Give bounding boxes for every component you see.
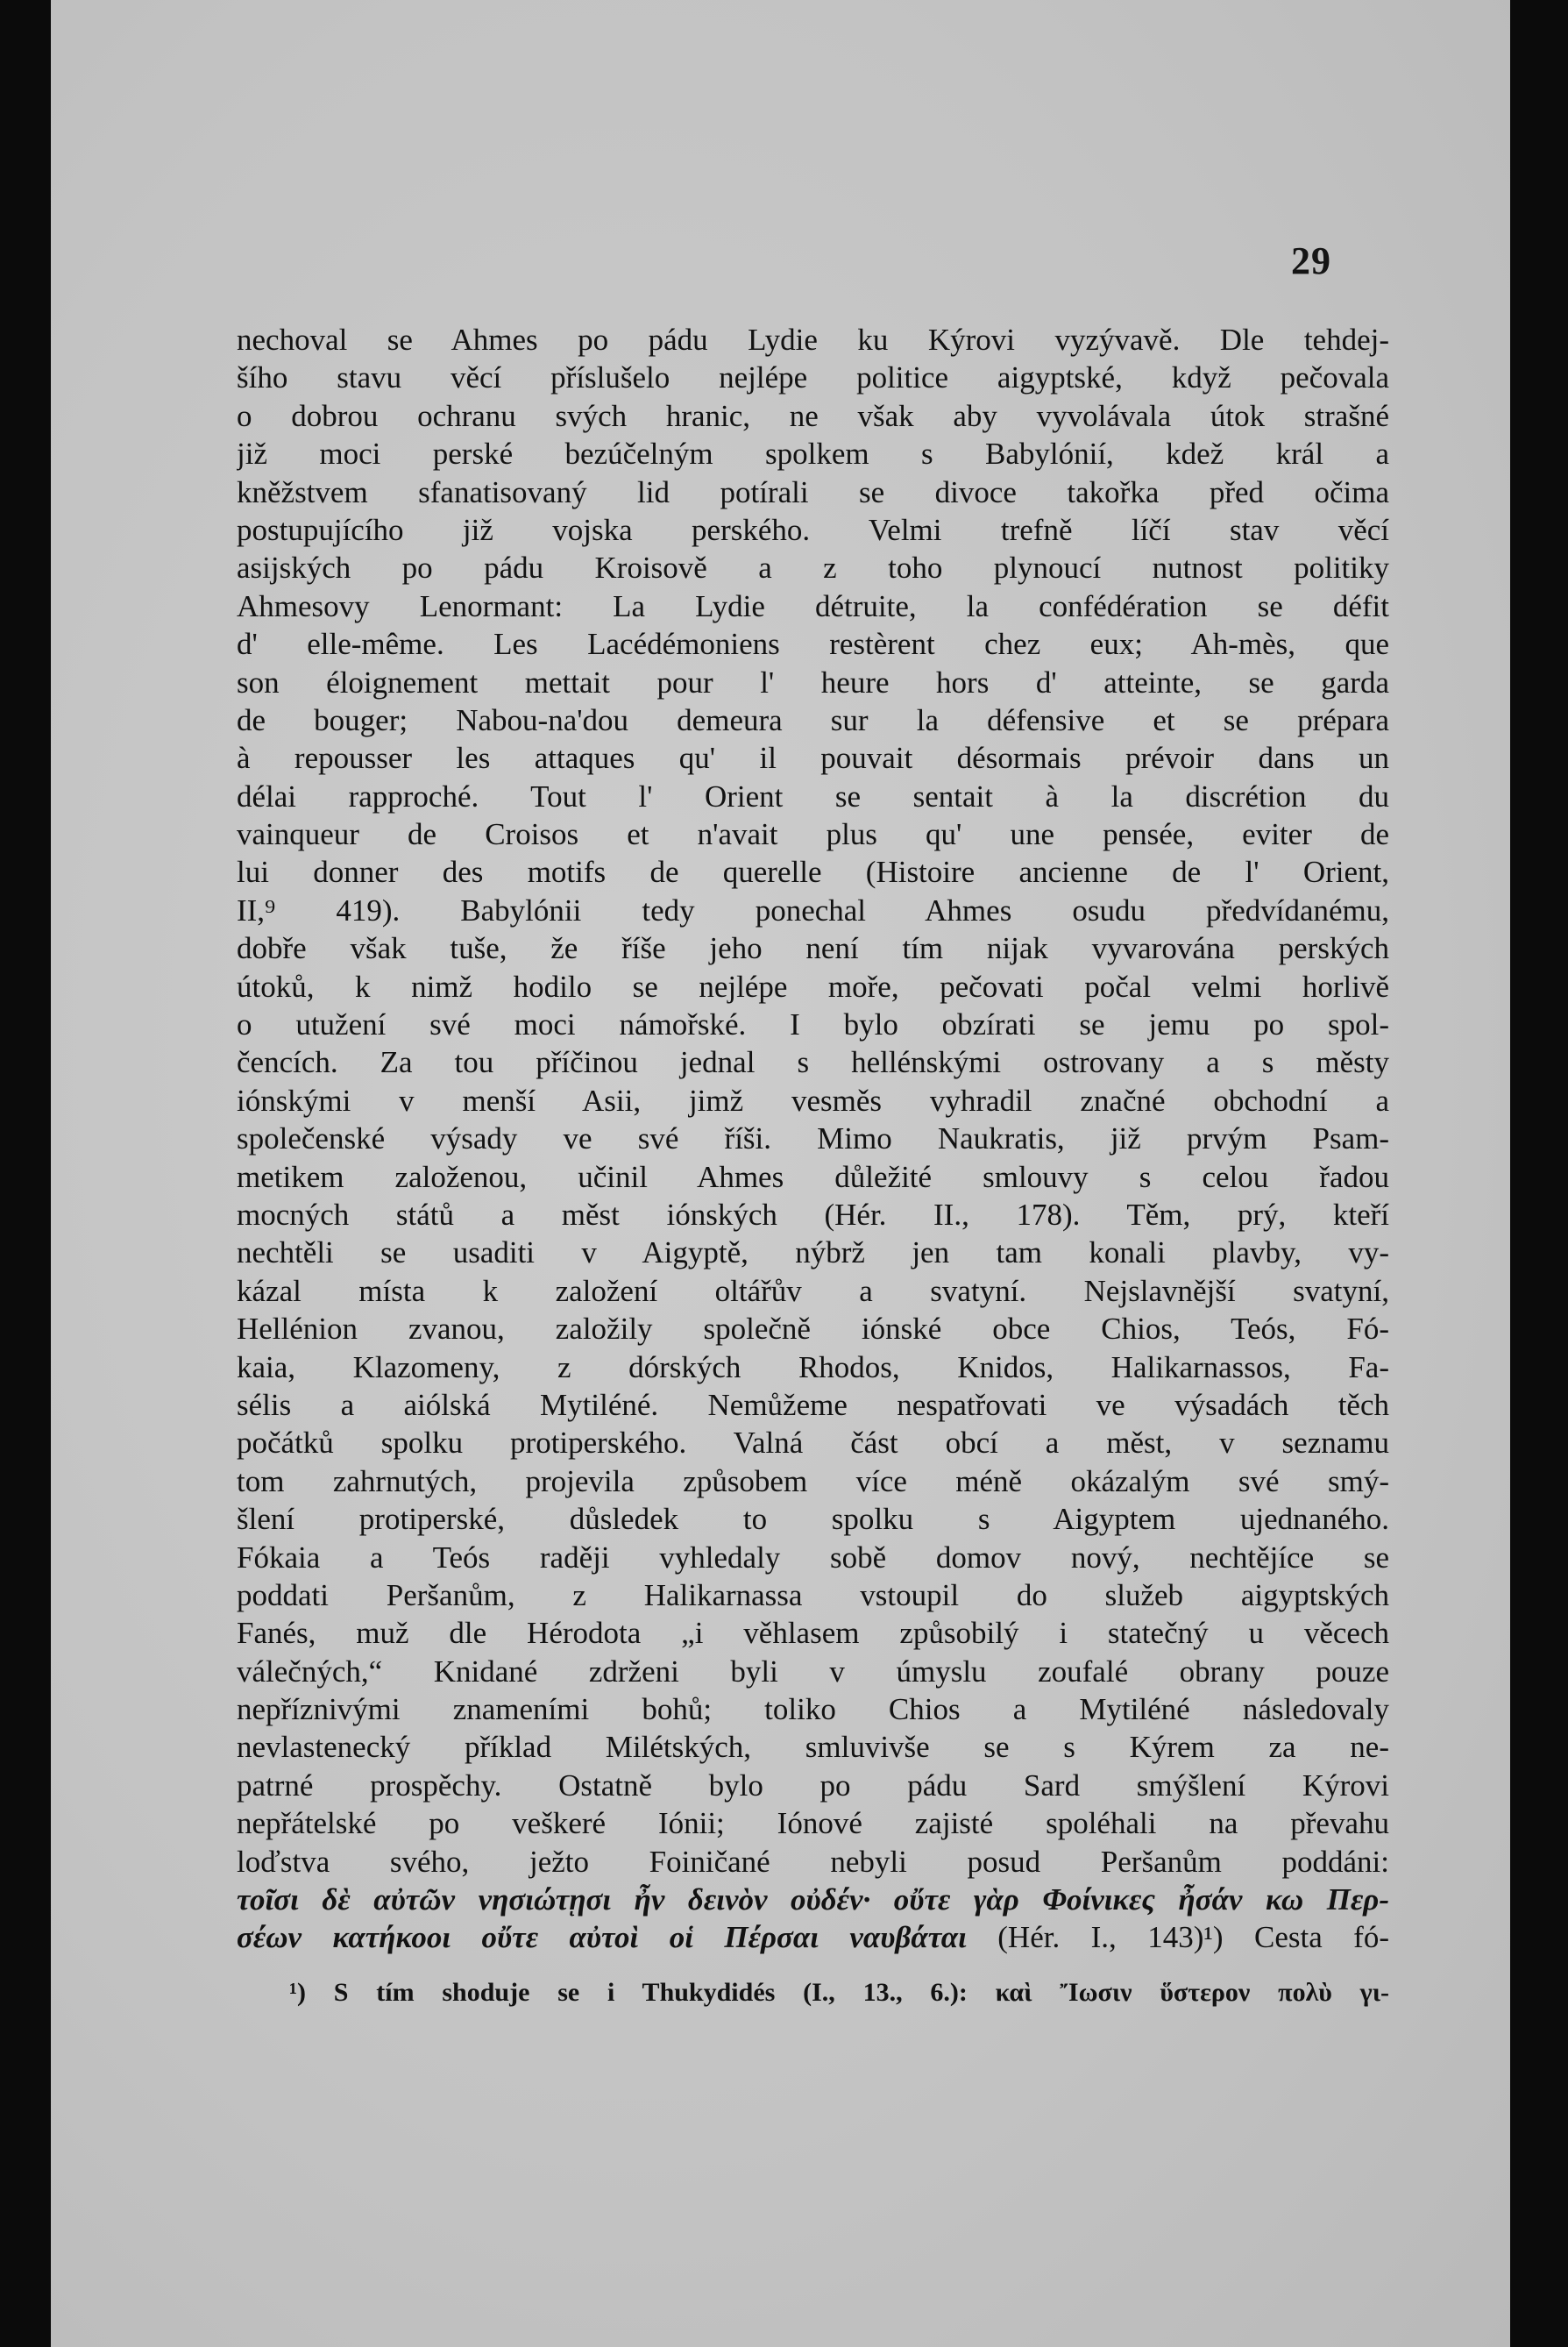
text-line: vainqueur de Croisos et n'avait plus qu' une pensée, eviter de: [237, 817, 1389, 852]
text-line: kázal místa k založení oltářův a svatyní. Nejslavnější svatyní,: [237, 1273, 1389, 1308]
text-line: čencích. Za tou příčinou jednal s hellénskými ostrovany a s městy: [237, 1045, 1389, 1080]
text-line: kaia, Klazomeny, z dórských Rhodos, Knidos, Halikarnassos, Fa-: [237, 1349, 1389, 1384]
body-text: [237, 321, 1389, 1957]
greek-quote-line: τοῖσι δὲ αὐτῶν νησιώτῃσι ἦν δεινὸν οὐδέν· οὔτε γὰρ Φοίνικες ἦσάν κω Περ-: [237, 1882, 1389, 1917]
text-line: nepříznivými znameními bohů; toliko Chios a Mytiléné následovaly: [237, 1692, 1389, 1727]
text-line: o dobrou ochranu svých hranic, ne však aby vyvolávala útok strašné: [237, 398, 1389, 433]
text-line: nechoval se Ahmes po pádu Lydie ku Kýrovi vyzývavě. Dle tehdej-: [237, 323, 1389, 357]
footnote-line: [237, 1975, 1389, 2010]
text-line: délai rapproché. Tout l' Orient se sentait à la discrétion du: [237, 779, 1389, 814]
text-line: poddati Peršanům, z Halikarnassa vstoupil do služeb aigyptských: [237, 1577, 1389, 1612]
text-line: loďstva svého, ježto Foiničané nebyli posud Peršanům poddáni:: [237, 1844, 1389, 1879]
text-line: iónskými v menší Asii, jimž vesměs vyhradil značné obchodní a: [237, 1083, 1389, 1118]
text-line: Ahmesovy Lenormant: La Lydie détruite, la confédération se défit: [237, 588, 1389, 623]
text-line: postupujícího již vojska perského. Velmi trefně líčí stav věcí: [237, 512, 1389, 547]
text-line: dobře však tuše, že říše jeho není tím nijak vyvarována perských: [237, 931, 1389, 966]
text-line: Fókaia a Teós raději vyhledaly sobě domov nový, nechtějíce se: [237, 1540, 1389, 1575]
text-line: nechtěli se usaditi v Aigyptě, nýbrž jen tam konali plavby, vy-: [237, 1235, 1389, 1270]
text-line: mocných států a měst iónských (Hér. II., 178). Těm, prý, kteří: [237, 1197, 1389, 1232]
page-number: 29: [1291, 239, 1331, 282]
text-line: lui donner des motifs de querelle (Histoire ancienne de l' Orient,: [237, 855, 1389, 890]
text-line: již moci perské bezúčelným spolkem s Babylónií, kdež král a: [237, 437, 1389, 472]
greek-quote-line-with-citation: [237, 1918, 1389, 1956]
text-line: kněžstvem sfanatisovaný lid potírali se divoce takořka před očima: [237, 474, 1389, 509]
citation-fragment: (Hér. I., 143)¹) Cesta fó-: [966, 1920, 1389, 1955]
greek-quote-fragment: σέων κατήκοοι οὔτε αὐτοὶ οἱ Πέρσαι ναυβάται: [237, 1920, 967, 1955]
text-line: asijských po pádu Kroisově a z toho plynoucí nutnost politiky: [237, 551, 1389, 586]
book-page: [51, 0, 1510, 2347]
text-line: o utužení své moci námořské. I bylo obzírati se jemu po spol-: [237, 1007, 1389, 1042]
text-line: II,⁹ 419). Babylónii tedy ponechal Ahmes osudu předvídanému,: [237, 893, 1389, 928]
text-line: šlení protiperské, důsledek to spolku s Aigyptem ujednaného.: [237, 1502, 1389, 1537]
text-line: počátků spolku protiperského. Valná část obcí a měst, v seznamu: [237, 1426, 1389, 1461]
text-line: společenské výsady ve své říši. Mimo Naukratis, již prvým Psam-: [237, 1121, 1389, 1156]
footnote: [237, 1975, 1389, 2010]
text-line: de bouger; Nabou-na'dou demeura sur la défensive et se prépara: [237, 702, 1389, 737]
text-line: d' elle-même. Les Lacédémoniens restèrent chez eux; Ah-mès, que: [237, 627, 1389, 662]
text-line: metikem založenou, učinil Ahmes důležité smlouvy s celou řadou: [237, 1159, 1389, 1194]
text-line: útoků, k nimž hodilo se nejlépe moře, pečovati počal velmi horlivě: [237, 969, 1389, 1004]
text-line: patrné prospěchy. Ostatně bylo po pádu Sard smýšlení Kýrovi: [237, 1767, 1389, 1803]
text-line: Fanés, muž dle Hérodota „i věhlasem způsobilý i statečný u věcech: [237, 1616, 1389, 1651]
footnote-text: ¹) S tím shoduje se i Thukydidés (I., 13., 6.): καὶ Ἴωσιν ὕστερον πολὺ γι-: [289, 1978, 1389, 2007]
text-line: nepřátelské po veškeré Iónii; Iónové zajisté spoléhali na převahu: [237, 1806, 1389, 1841]
text-line: sélis a aiólská Mytiléné. Nemůžeme nespatřovati ve výsadách těch: [237, 1387, 1389, 1422]
text-line: válečných,“ Knidané zdrženi byli v úmyslu zoufalé obrany pouze: [237, 1654, 1389, 1689]
text-line: šího stavu věcí příslušelo nejlépe politice aigyptské, když pečovala: [237, 360, 1389, 395]
text-line: son éloignement mettait pour l' heure hors d' atteinte, se garda: [237, 665, 1389, 700]
text-line: à repousser les attaques qu' il pouvait désormais prévoir dans un: [237, 741, 1389, 776]
text-line: tom zahrnutých, projevila způsobem více méně okázalým své smý-: [237, 1463, 1389, 1498]
text-line: nevlastenecký příklad Milétských, smluvivše se s Kýrem za ne-: [237, 1730, 1389, 1765]
text-line: Hellénion zvanou, založily společně iónské obce Chios, Teós, Fó-: [237, 1312, 1389, 1347]
